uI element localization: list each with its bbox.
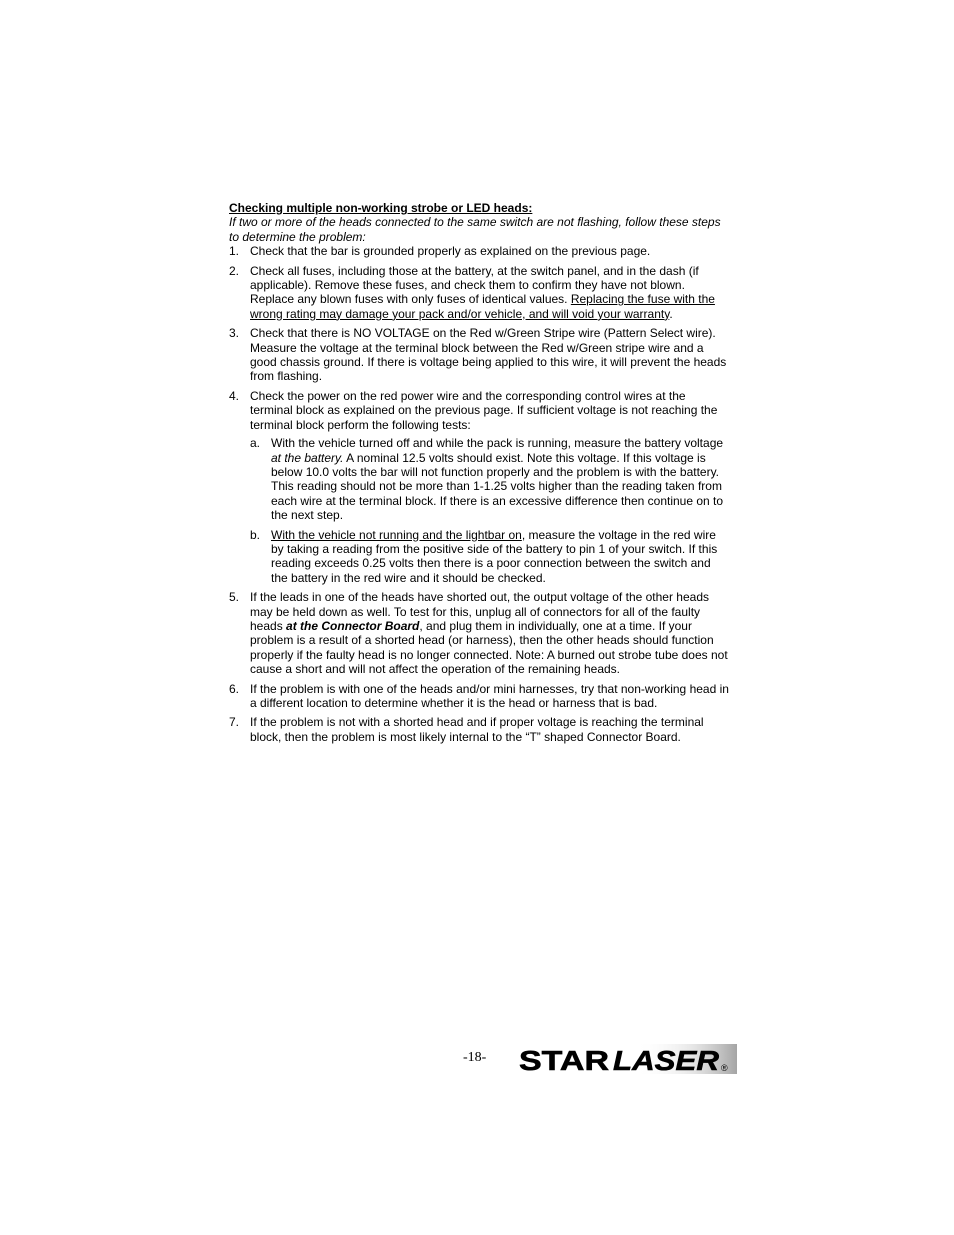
item-text: Check that there is NO VOLTAGE on the Red w/Green Stripe wire (Pattern Select wire). Measure the voltage at the terminal block between the Red w/Green stripe wire and a good chassis ground. If there is voltage being applied to this wire, it will prevent the heads from flashing. bbox=[250, 326, 727, 384]
item-text: If the problem is with one of the heads and/or mini harnesses, try that non-working head in a different location to determine whether it is the head or harness that is bad. bbox=[250, 681, 729, 710]
list-item-2 bbox=[229, 264, 729, 322]
item-text-end: , and plug them in individually, one at a time. If your problem is a result of a shorted head (or harness), then the other heads should function properly if the faulty head is no longer connected. Note: A burned out strobe tube does not cause a short and will not affect the operation of the remaining heads. bbox=[250, 618, 728, 677]
sub-item-text-end: , measure the voltage in the red wire by taking a reading from the positive side of the battery to pin 1 of your switch. If this reading exceeds 0.25 volts then there is a poor connection between the switch and the battery in the red wire and it should be checked. bbox=[271, 527, 718, 585]
item-number: 2. bbox=[229, 263, 240, 278]
section-heading: Checking multiple non-working strobe or LED heads: bbox=[229, 201, 533, 215]
sub-item-a bbox=[250, 436, 729, 522]
item-text: If the leads in one of the heads have shorted out, the output voltage of the other heads may be held down as well. To test for this, unplug all of connectors for all of the faulty heads bbox=[250, 590, 709, 633]
section-intro: If two or more of the heads connected to the same switch are not flashing, follow these steps to determine the problem: bbox=[229, 215, 721, 244]
list-item-4 bbox=[229, 389, 729, 585]
item-number: 1. bbox=[229, 244, 240, 259]
sub-item-text-end: A nominal 12.5 volts should exist. Note this voltage. If this voltage is below 10.0 volts the bar will not function properly and the problem is with the battery. This reading should not be more than 1-1.25 volts higher than the reading taken from each wire at the terminal block. If there is an excessive difference then continue on to the next step. bbox=[271, 450, 724, 523]
item-number: 6. bbox=[229, 681, 240, 696]
item-text: Check the power on the red power wire and the corresponding control wires at the terminal block as explained on the previous page. If sufficient voltage is not reaching the terminal block perform the following tests: bbox=[250, 388, 718, 432]
item-number: 5. bbox=[229, 590, 240, 605]
item-text: Check all fuses, including those at the battery, at the switch panel, and in the dash (if applicable). Remove these fuses, and check them to confirm they have not blown. Replace any blown fuses with only fuses of identical values. bbox=[250, 263, 699, 307]
sub-item-italic: at the battery. bbox=[271, 450, 344, 465]
item-number: 3. bbox=[229, 326, 240, 341]
item-text-end: . bbox=[669, 306, 673, 321]
page-number: -18- bbox=[463, 1050, 487, 1065]
sub-item-letter: a. bbox=[250, 436, 261, 451]
item-number: 7. bbox=[229, 715, 240, 730]
list-item-6 bbox=[229, 682, 729, 711]
list-item-1 bbox=[229, 244, 729, 258]
item-emphasis: at the Connector Board bbox=[286, 618, 420, 633]
starlaser-logo bbox=[517, 1043, 737, 1075]
sub-item-text: With the vehicle turned off and while the pack is running, measure the battery voltage bbox=[271, 436, 724, 451]
sub-item-b bbox=[250, 528, 729, 586]
item-warning-text: Replacing the fuse with the wrong rating may damage your pack and/or vehicle, and will void your warranty bbox=[250, 292, 715, 321]
item-text: Check that the bar is grounded properly as explained on the previous page. bbox=[250, 244, 651, 259]
list-item-7 bbox=[229, 715, 729, 744]
logo-star-text: STAR bbox=[519, 1045, 609, 1075]
sub-item-letter: b. bbox=[250, 527, 261, 542]
list-item-5 bbox=[229, 590, 729, 676]
item-text: If the problem is not with a shorted head and if proper voltage is reaching the terminal block, then the problem is most likely internal to the “T” shaped Connector Board. bbox=[250, 715, 704, 744]
sub-item-underlined: With the vehicle not running and the lightbar on bbox=[271, 527, 522, 542]
list-item-3 bbox=[229, 326, 729, 384]
instructions-section bbox=[229, 201, 729, 749]
logo-registered-mark: ® bbox=[721, 1063, 728, 1073]
logo-laser-text: LASER bbox=[613, 1045, 720, 1075]
item-number: 4. bbox=[229, 388, 240, 403]
